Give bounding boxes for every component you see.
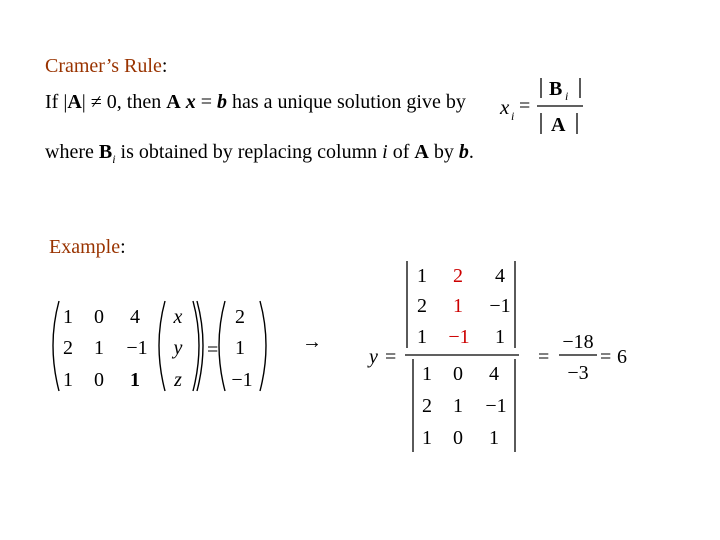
den-cell: 1 — [489, 427, 499, 449]
vector-x-right-paren — [193, 301, 199, 391]
x-cell: z — [174, 369, 182, 391]
result-equals-2: = — [600, 346, 612, 368]
a-cell: −1 — [126, 337, 148, 359]
cramer-solution — [365, 255, 635, 460]
solution-y: y — [369, 346, 378, 368]
result-equals: = — [538, 346, 550, 368]
a-cell: 1 — [94, 337, 104, 359]
if-text: If — [45, 91, 64, 113]
theorem-statement — [45, 91, 466, 114]
example-colon: : — [120, 236, 126, 258]
vector-b-left-paren — [219, 301, 225, 391]
a-cell: 2 — [63, 337, 73, 359]
num-cell: 4 — [495, 265, 505, 287]
where-b: B — [98, 141, 113, 163]
num-cell: −1 — [489, 295, 511, 317]
den-cell: 2 — [422, 395, 432, 417]
page-title — [45, 55, 167, 78]
formula-b: B — [549, 78, 563, 100]
den-cell: −1 — [485, 395, 507, 417]
a-cell: 0 — [94, 369, 104, 391]
arrow-icon: → — [302, 331, 322, 353]
a-cell: 1 — [130, 369, 140, 391]
a-cell: 1 — [63, 369, 73, 391]
num-cell: 1 — [417, 326, 427, 348]
where-b-subscript: i — [112, 152, 116, 166]
where-pre: where — [45, 141, 99, 163]
b-cell: −1 — [231, 369, 253, 391]
a-cell: 4 — [130, 306, 140, 328]
num-cell-highlight: 1 — [453, 295, 463, 317]
where-i: i — [382, 141, 388, 163]
a-cell: 0 — [94, 306, 104, 328]
vector-x-left-paren — [159, 301, 165, 391]
statement-rest: has a unique solution give by — [226, 91, 466, 113]
example-heading — [49, 236, 126, 259]
where-vector-b: b — [458, 141, 469, 163]
num-cell: 2 — [417, 295, 427, 317]
matrix-a-left-paren — [53, 301, 59, 391]
cramer-formula — [495, 70, 595, 140]
where-of: of — [387, 141, 415, 163]
result-value: 6 — [617, 346, 627, 368]
matrix-a-symbol-2: A — [166, 91, 181, 113]
where-end: . — [468, 141, 474, 163]
den-cell: 0 — [453, 363, 463, 385]
a-cell: 1 — [63, 306, 73, 328]
where-a: A — [414, 141, 429, 163]
system-equals: = — [207, 339, 219, 361]
equals-text: = — [195, 91, 217, 113]
neq-text: ≠ 0, then — [85, 91, 167, 113]
num-cell-highlight: −1 — [448, 326, 470, 348]
den-cell: 1 — [453, 395, 463, 417]
det-close: | — [81, 91, 86, 113]
num-cell: 1 — [417, 265, 427, 287]
num-cell-highlight: 2 — [453, 265, 463, 287]
num-cell: 1 — [495, 326, 505, 348]
vector-x-symbol: x — [180, 91, 196, 113]
where-by: by — [428, 141, 459, 163]
formula-x: x — [500, 95, 510, 119]
where-explanation — [45, 141, 474, 167]
det-open: | — [63, 91, 68, 113]
vector-b-symbol: b — [216, 91, 227, 113]
x-cell: y — [173, 337, 183, 359]
x-cell: x — [173, 306, 183, 328]
matrix-a-symbol: A — [67, 91, 82, 113]
den-cell: 4 — [489, 363, 499, 385]
result-denominator: −3 — [567, 362, 589, 384]
formula-x-subscript: i — [511, 109, 515, 123]
title-label: Cramer’s Rule — [45, 55, 162, 77]
example-label: Example — [49, 236, 121, 258]
linear-system — [45, 295, 275, 400]
den-cell: 1 — [422, 427, 432, 449]
vector-b-right-paren — [260, 301, 266, 391]
where-mid: is obtained by replacing column — [115, 141, 383, 163]
title-colon: : — [161, 55, 168, 77]
b-cell: 1 — [235, 337, 245, 359]
b-cell: 2 — [235, 306, 245, 328]
matrix-a-right-paren — [197, 301, 203, 391]
result-numerator: −18 — [562, 331, 594, 353]
formula-equals: = — [519, 95, 531, 117]
formula-b-subscript: i — [565, 89, 569, 103]
den-cell: 1 — [422, 363, 432, 385]
formula-a: A — [551, 114, 566, 136]
solution-equals: = — [385, 346, 397, 368]
den-cell: 0 — [453, 427, 463, 449]
